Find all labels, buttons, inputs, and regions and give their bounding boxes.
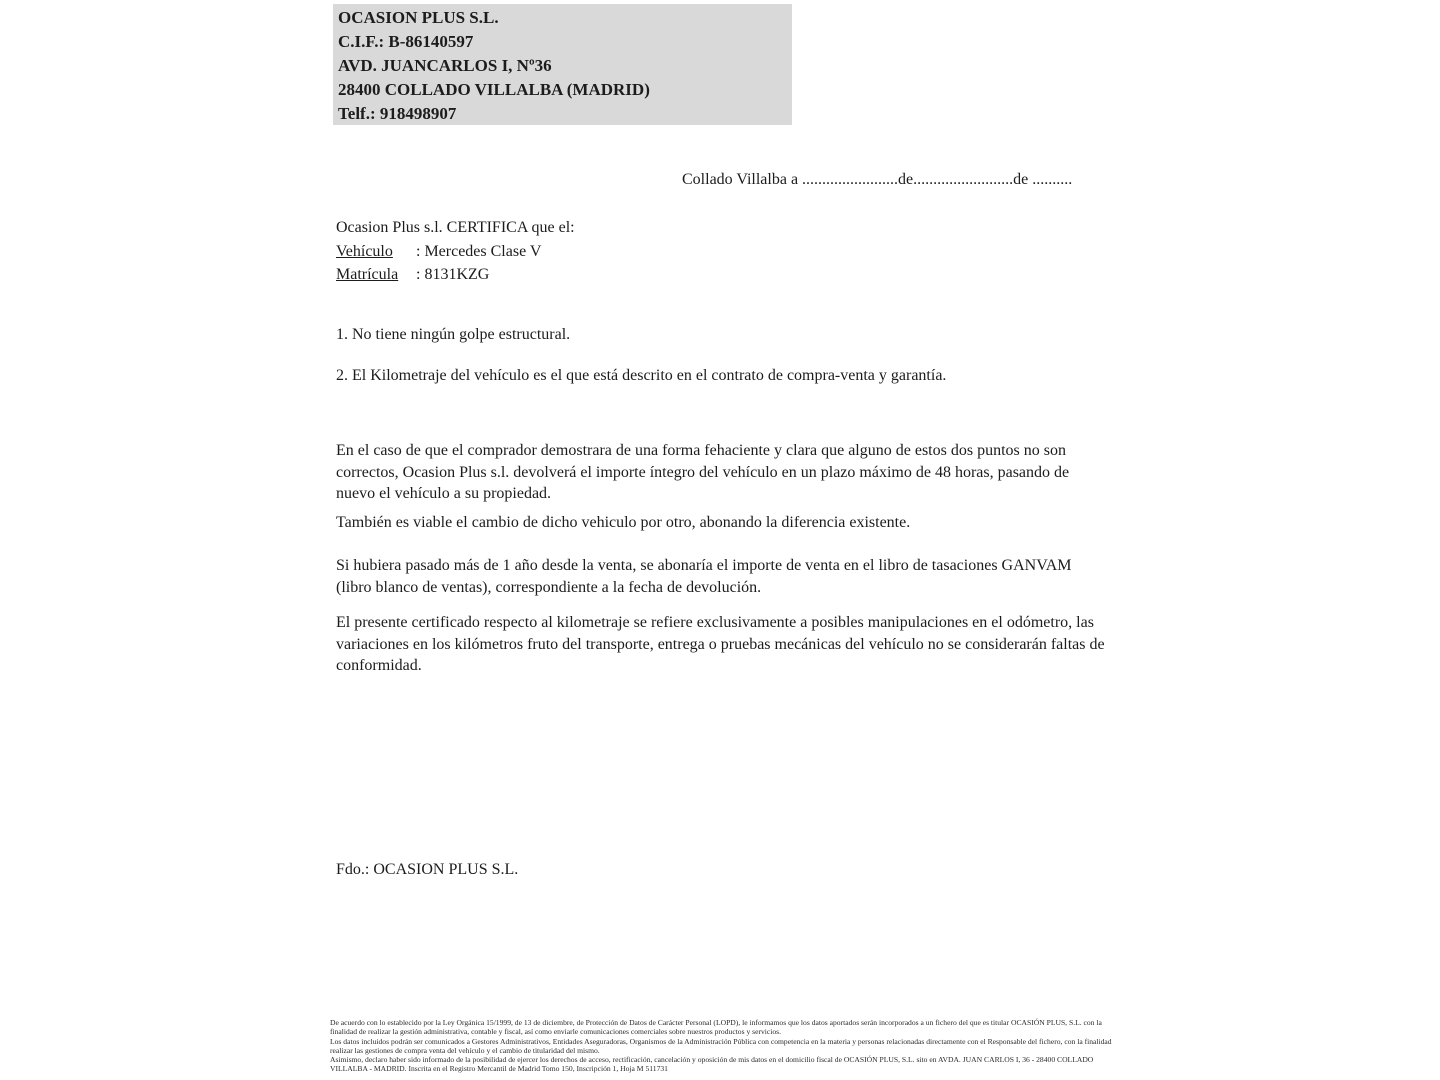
signature-line: Fdo.: OCASION PLUS S.L. [336, 861, 519, 878]
certified-point-1: 1. No tiene ningún golpe estructural. [336, 326, 571, 343]
vehicle-label: Vehículo [336, 242, 393, 260]
company-header-block [333, 4, 792, 125]
body-paragraph-odometer: El presente certificado respecto al kilometraje se refiere exclusivamente a posibles manipulaciones en el odómetro, las variaciones en los kilómetros fruto del transporte, entrega o pruebas mecánicas del vehículo no se considerarán faltas de conformidad. [336, 614, 1105, 674]
certification-intro: Ocasion Plus s.l. CERTIFICA que el: [336, 219, 575, 236]
company-city: 28400 COLLADO VILLALBA (MADRID) [338, 80, 650, 99]
legal-footer-paragraph-rights: Asimismo, declaro haber sido informado de la posibilidad de ejercer los derechos de acceso, rectificación, cancelación y oposición de mis datos en el domicilio fiscal de OCASIÓN PLUS, S.L. sito en AVDA. JUAN CARLOS I, 36 - 28400 COLLADO VILLALBA - MADRID. Inscrita en el Registro Mercantil de Madrid Tomo 150, Inscripción 1, Hoja M 511731 [330, 1055, 1094, 1074]
plate-label: Matrícula [336, 266, 399, 283]
legal-footer-paragraph-data-sharing: Los datos incluidos podrán ser comunicados a Gestores Administrativos, Entidades Aseguradoras, Organismos de la Administración Pública con competencia en la materia y personas relacionadas directamente con el Responsable del fichero, con la finalidad realizar las gestiones de compra venta del vehículo y el cambio de titularidad del mismo. [330, 1036, 1112, 1055]
body-paragraph-exchange: También es viable el cambio de dicho vehiculo por otro, abonando la diferencia existente. [336, 514, 911, 531]
date-line: Collado Villalba a ........................de.........................de .......... [682, 171, 1073, 188]
plate-line [336, 263, 575, 287]
company-address: AVD. JUANCARLOS I, Nº36 [338, 56, 552, 75]
certification-block [336, 216, 575, 287]
company-phone: Telf.: 918498907 [338, 104, 457, 123]
body-paragraph-refund: En el caso de que el comprador demostrara de una forma fehaciente y clara que alguno de estos dos puntos no son correctos, Ocasion Plus s.l. devolverá el importe íntegro del vehículo en un plazo máximo de 48 horas, pasando de nuevo el vehículo a su propiedad. [336, 442, 1070, 502]
legal-footer-paragraph-lopd: De acuerdo con lo establecido por la Ley Orgánica 15/1999, de 13 de diciembre, de Protección de Datos de Carácter Personal (LOPD), le informamos que los datos aportados serán incorporados a un fichero del que es titular OCASIÓN PLUS, S.L. con la finalidad de realizar la gestión administrativa, contable y fiscal, así como enviarle comunicaciones comerciales sobre nuestros productos y servicios. [330, 1018, 1102, 1037]
legal-footer [330, 1018, 1112, 1074]
certified-point-2: 2. El Kilometraje del vehículo es el que está descrito en el contrato de compra-venta y garantía. [336, 367, 947, 384]
company-name: OCASION PLUS S.L. [338, 8, 499, 27]
company-cif: C.I.F.: B-86140597 [338, 32, 474, 51]
vehicle-line [336, 240, 575, 264]
plate-value: : 8131KZG [416, 266, 490, 283]
vehicle-value: : Mercedes Clase V [416, 242, 542, 260]
body-paragraph-ganvam: Si hubiera pasado más de 1 año desde la venta, se abonaría el importe de venta en el libro de tasaciones GANVAM (libro blanco de ventas), correspondiente a la fecha de devolución. [336, 557, 1072, 596]
